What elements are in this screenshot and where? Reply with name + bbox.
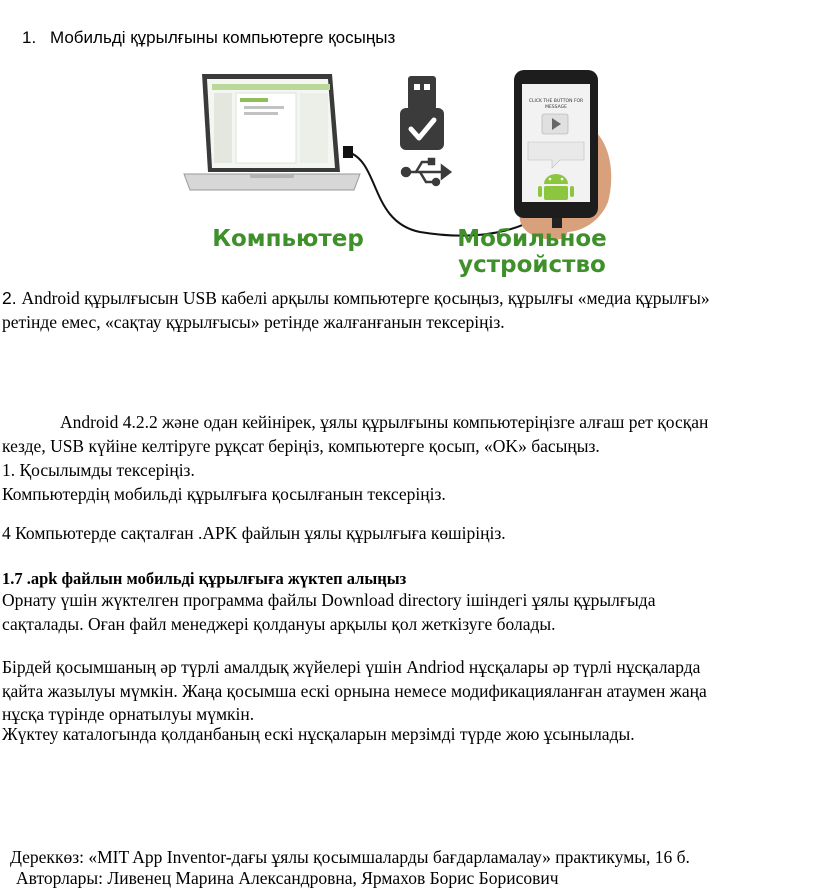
android-note-line-1: Android 4.2.2 және одан кейінірек, ұялы құрылғыны компьютеріңізге алғаш рет қосқан [60,412,709,432]
mobile-label-line-1: Мобильное [457,226,607,252]
usb-symbol-icon [402,159,450,185]
step-2-line-1 [2,286,710,310]
versions-line-3: нұсқа түрінде орнатылуы мүмкін. [2,704,255,724]
source-line-1: Дереккөз: «MIT App Inventor-дағы ұялы қосымшаларды бағдарламалау» практикумы, 16 б. [10,847,690,867]
step-1-text: Мобильді құрылғыны компьютерге қосыңыз [50,28,396,47]
versions-line-1: Бірдей қосымшаның әр түрлі амалдық жүйелері үшін Andriod нұсқалары әр түрлі нұсқаларда [2,657,701,677]
versions-line-4: Жүктеу каталогында қолданбаның ескі нұсқаларын мерзімді түрде жою ұсынылады. [2,724,635,744]
android-note-line-3: 1. Қосылымды тексеріңіз. [2,460,195,480]
phone-screen-text-2: MESSAGE [545,105,567,110]
laptop-icon [184,74,360,190]
section-1-7-line-2: сақталады. Оған файл менеджері қолдануы арқылы қол жеткізуге болады. [2,614,556,634]
android-note-line-2: кезде, USB күйіне келтіруге рұқсат беріңіз, компьютерге қосып, «OK» басыңыз. [2,436,600,456]
step-1-number: 1. [22,28,37,47]
step-4-text: 4 Компьютерде сақталған .APK файлын ұялы құрылғыға көшіріңіз. [2,523,506,543]
source-line-2: Авторлары: Ливенец Марина Александровна, Ярмахов Борис Борисович [16,868,559,888]
mobile-label-line-2: устройство [458,252,606,278]
connection-illustration [180,62,620,282]
step-2-text-line-1: Android құрылғысын USB кабелі арқылы компьютерге қосыңыз, құрылғы «медиа құрылғы» [21,288,710,308]
android-note-line-4: Компьютердің мобильді құрылғыға қосылғанын тексеріңіз. [2,484,446,504]
step-2-line-2: ретінде емес, «сақтау құрылғысы» ретінде жалғанғанын тексеріңіз. [2,312,505,332]
phone-in-hand-icon [514,70,611,240]
usb-check-icon [400,76,444,150]
versions-line-2: қайта жазылуы мүмкін. Жаңа қосымша ескі орнына немесе модификацияланған атаумен жаңа [2,681,707,701]
step-1-heading [22,28,395,48]
computer-label: Компьютер [212,226,364,252]
phone-screen-text-1: CLICK THE BUTTON FOR [528,99,584,104]
section-1-7-line-1: Орнату үшін жүктелген программа файлы Download directory ішіндегі ұялы құрылғыда [2,590,656,610]
step-2-prefix: 2. [2,288,22,308]
section-1-7-heading: 1.7 .apk файлын мобильді құрылғыға жүктеп алыңыз [2,569,407,588]
